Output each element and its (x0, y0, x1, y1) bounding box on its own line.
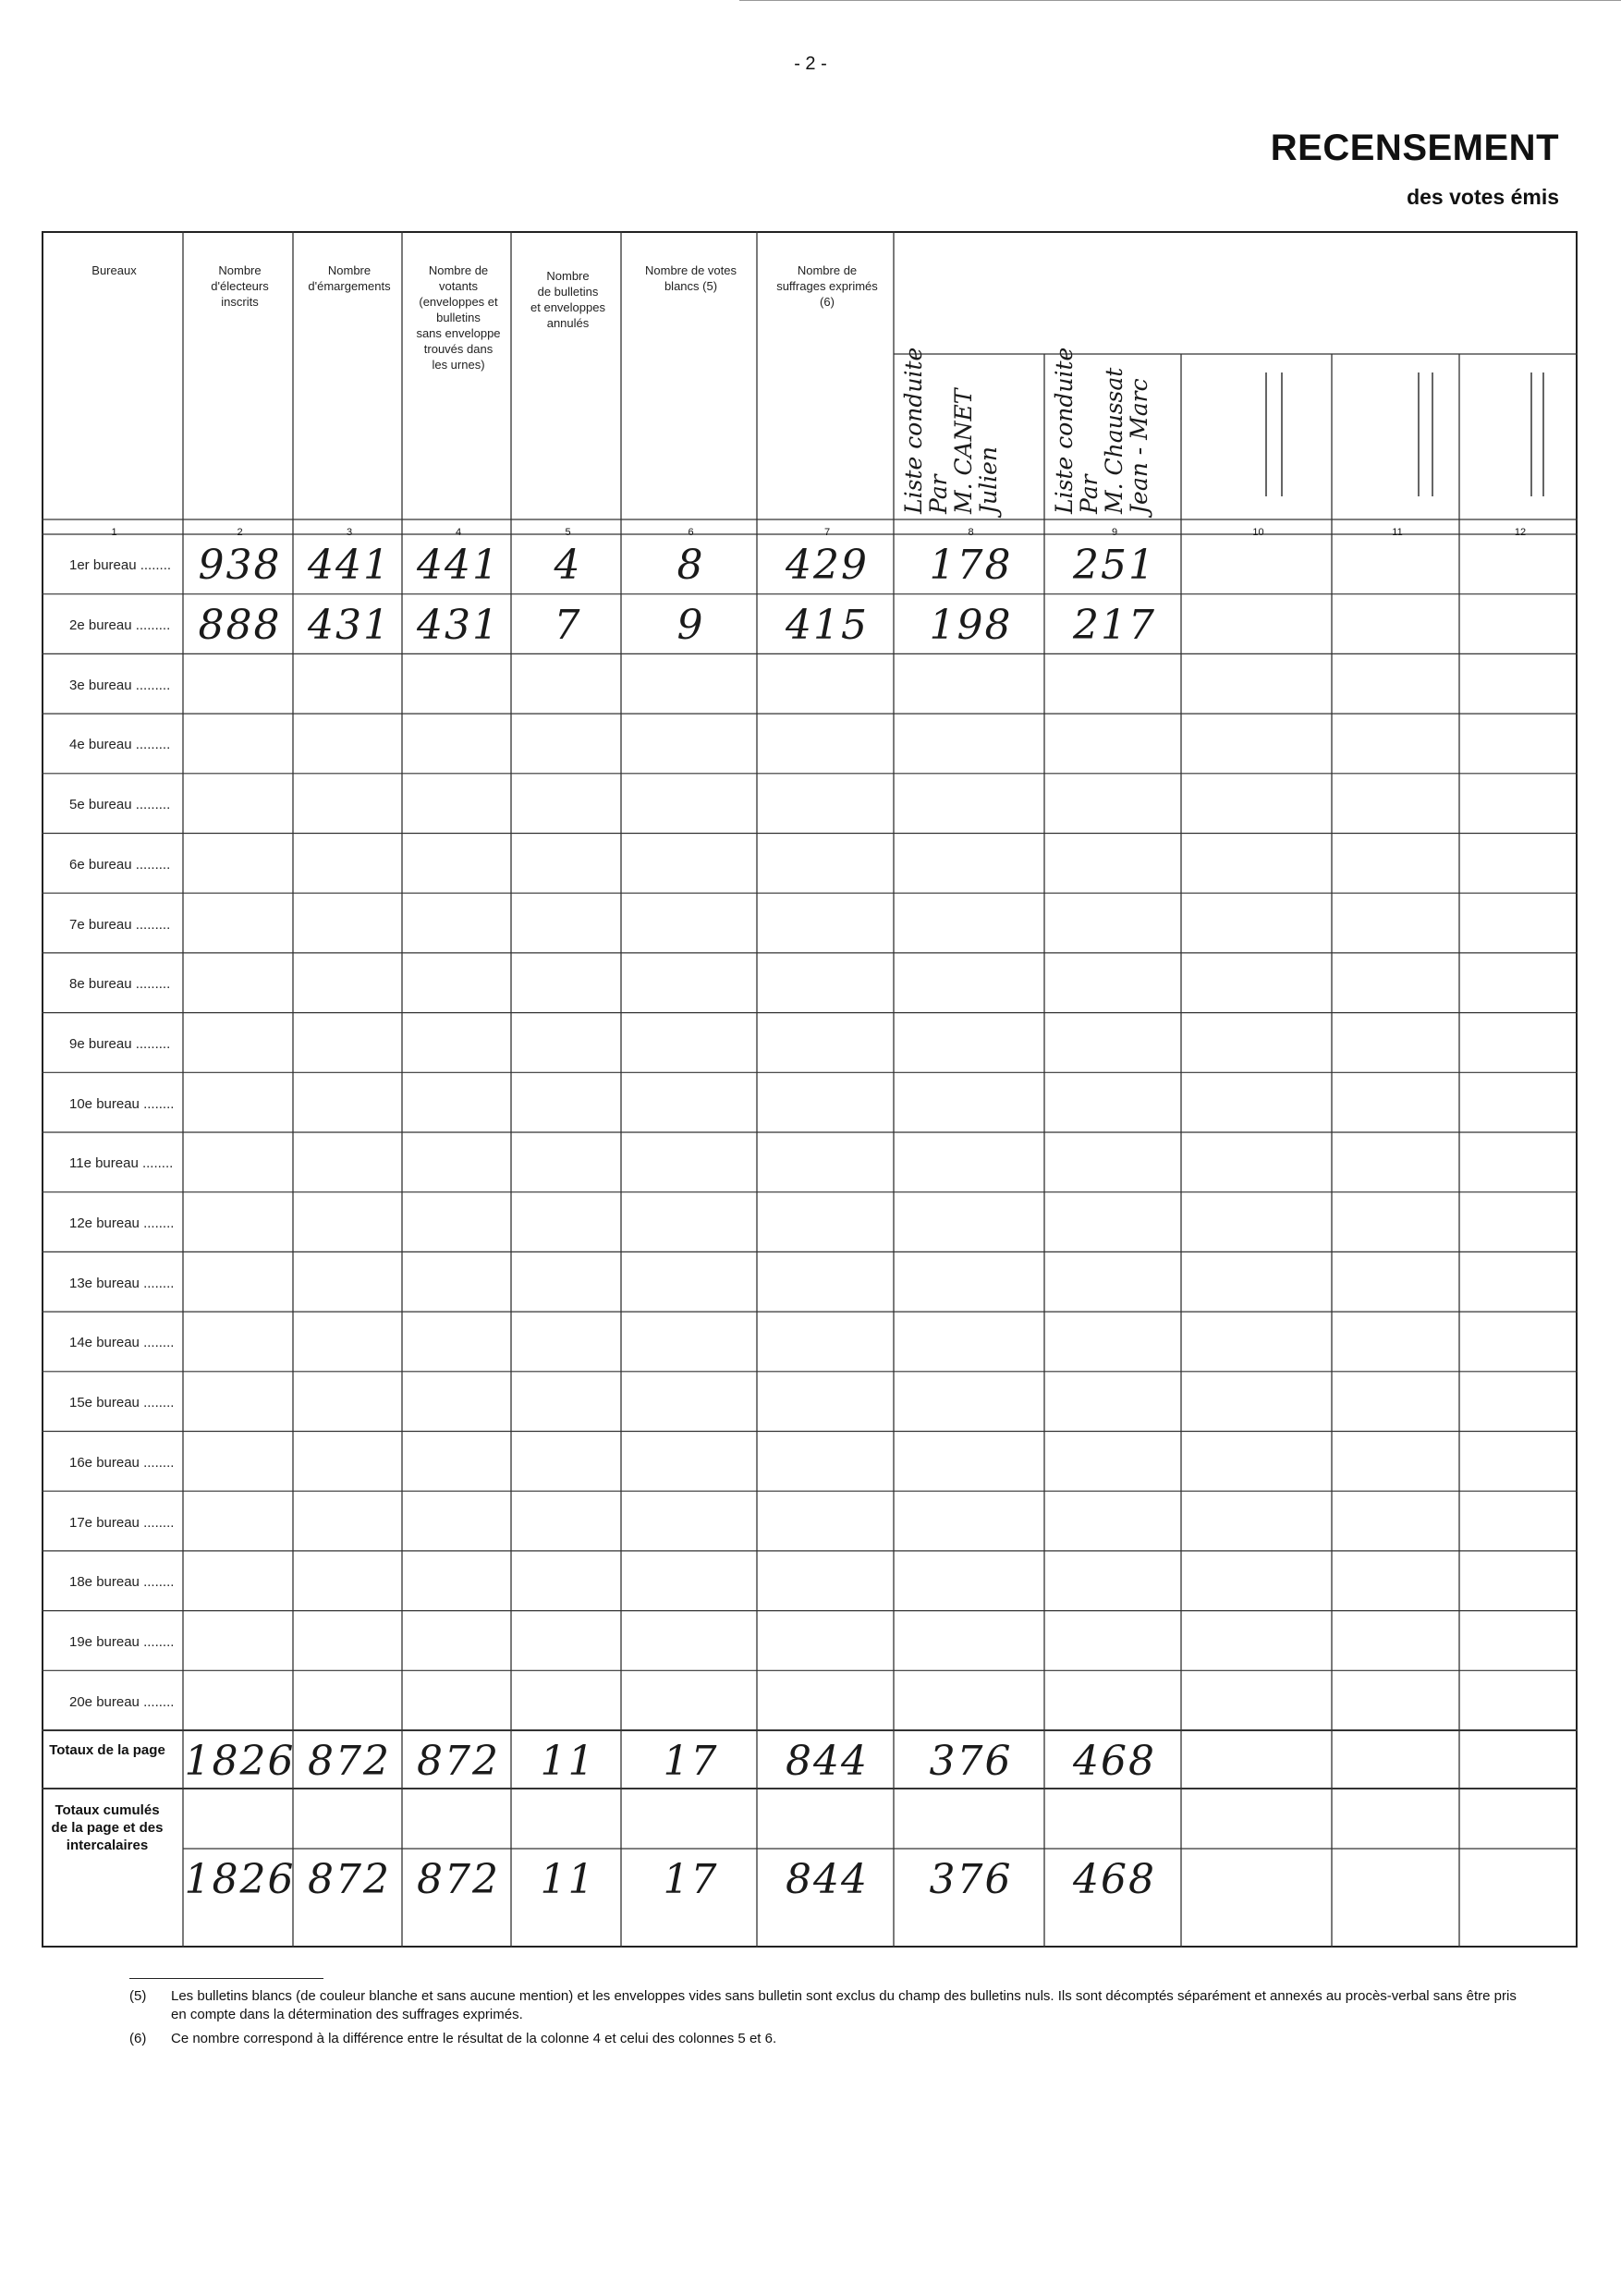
header-votants (404, 263, 513, 372)
page-title: RECENSEMENT (1270, 128, 1559, 168)
handwritten-value: 217 (1073, 601, 1156, 649)
header-line: les urnes) (432, 358, 485, 372)
column-number: 5 (565, 527, 571, 538)
handwritten-value: 251 (1073, 542, 1156, 589)
column-number: 10 (1252, 527, 1264, 538)
totals-cumulative-value: 11 (540, 1856, 596, 1903)
candidate-line: M. Chaussat (1101, 367, 1127, 514)
header-line: Nombre (546, 269, 590, 283)
handwritten-value: 4 (554, 542, 582, 589)
column-number: 1 (111, 527, 117, 538)
row-label: 13e bureau ........ (69, 1275, 175, 1291)
handwritten-value: 415 (786, 601, 869, 649)
footnote-text: Ce nombre correspond à la différence entre le résultat de la colonne 4 et celui des colonnes 5 et 6. (171, 2031, 777, 2046)
totals-page-value: 1826 (184, 1738, 296, 1785)
totals-cumulative-value: 1826 (184, 1856, 296, 1903)
row-label: 7e bureau ......... (69, 916, 171, 933)
header-line: Nombre de (797, 263, 858, 277)
header-line: sans enveloppe (416, 326, 501, 340)
totals-cumulative-value: 376 (929, 1856, 1013, 1903)
row-label: 17e bureau ........ (69, 1514, 175, 1531)
column-number: 2 (237, 527, 243, 538)
header-line: suffrages exprimés (776, 279, 878, 293)
totals-page-value: 872 (308, 1738, 391, 1785)
row-label: 4e bureau ......... (69, 737, 171, 753)
page-number: - 2 - (794, 54, 827, 74)
row-label: 20e bureau ........ (69, 1693, 175, 1710)
header-line: votants (439, 279, 478, 293)
totals-page-value: 11 (540, 1738, 596, 1785)
handwritten-value: 441 (417, 542, 500, 589)
header-inscrits (185, 263, 295, 310)
row-label: 3e bureau ......... (69, 677, 171, 693)
totals-page-value: 376 (929, 1738, 1013, 1785)
row-label: 1er bureau ........ (69, 557, 172, 574)
results-table (42, 231, 1578, 1948)
totals-cumulative-value: 872 (308, 1856, 391, 1903)
column-number: 4 (455, 527, 462, 538)
top-border-line (739, 0, 1621, 1)
footnote-key: (5) (129, 1988, 147, 2004)
column-number: 6 (688, 527, 694, 538)
totals-page-value: 872 (417, 1738, 500, 1785)
row-label: 12e bureau ........ (69, 1215, 175, 1232)
totals-page-value: 844 (786, 1738, 869, 1785)
header-line: (6) (820, 295, 835, 309)
candidate-line: Jean - Marc (1126, 378, 1152, 514)
row-label: 11e bureau ........ (69, 1155, 174, 1172)
totals-cumulative-value: 468 (1073, 1856, 1156, 1903)
handwritten-value: 431 (308, 601, 391, 649)
header-line: Nombre de votes (645, 263, 737, 277)
footnote (129, 2030, 1525, 2048)
candidate-line: Liste conduite (900, 347, 927, 514)
row-label: 6e bureau ......... (69, 856, 171, 873)
row-label: 18e bureau ........ (69, 1574, 175, 1591)
footnote-text: Les bulletins blancs (de couleur blanche et sans aucune mention) et les enveloppes vides sans bulletin sont exclus du champ des bulletins nuls. Ils sont décomptés séparément et annexés au procès-verbal sans être pris en compte dans la détermination des suffrages exprimés. (171, 1988, 1517, 2022)
footnote-separator (129, 1978, 323, 1979)
header-line: (enveloppes et (419, 295, 498, 309)
handwritten-value: 9 (676, 601, 705, 649)
column-number: 3 (346, 527, 353, 538)
row-label: 15e bureau ........ (69, 1395, 175, 1411)
column-number: 7 (823, 527, 831, 538)
column-number: 9 (1111, 527, 1118, 538)
handwritten-value: 431 (417, 601, 500, 649)
header-line: d'émargements (308, 279, 391, 293)
candidate-list-name (1052, 246, 1152, 514)
footnote (129, 1987, 1525, 2024)
row-label: 2e bureau ......... (69, 617, 171, 634)
header-line: trouvés dans (423, 342, 494, 356)
table-gridlines (42, 231, 1578, 1948)
footnote-key: (6) (129, 2031, 147, 2046)
totals-cumulative-value: 17 (663, 1856, 719, 1903)
handwritten-value: 178 (929, 542, 1013, 589)
row-label: 14e bureau ........ (69, 1335, 175, 1351)
handwritten-value: 198 (929, 601, 1013, 649)
row-label: 19e bureau ........ (69, 1633, 175, 1650)
header-bureaux: Bureaux (91, 263, 137, 277)
handwritten-value: 441 (308, 542, 391, 589)
totals-cumulative-value: 872 (417, 1856, 500, 1903)
column-number: 11 (1392, 527, 1403, 538)
header-line: Nombre (327, 263, 372, 277)
candidate-line: Par (925, 474, 952, 514)
handwritten-value: 8 (676, 542, 705, 589)
header-blancs (623, 263, 759, 294)
totals-page-label: Totaux de la page (49, 1742, 165, 1758)
candidate-line: Liste conduite (1051, 347, 1078, 514)
totals-page-value: 17 (663, 1738, 719, 1785)
header-line: inscrits (221, 295, 259, 309)
header-line: Nombre de (428, 263, 489, 277)
header-exprimes (759, 263, 896, 310)
row-label: 9e bureau ......... (69, 1035, 171, 1052)
header-emargements (295, 263, 404, 294)
handwritten-value: 429 (786, 542, 869, 589)
header-line: Nombre (218, 263, 262, 277)
header-line: bulletins (436, 311, 481, 324)
page-subtitle: des votes émis (1407, 185, 1559, 209)
row-label: 16e bureau ........ (69, 1454, 175, 1471)
totals-cumulative-value: 844 (786, 1856, 869, 1903)
column-number: 12 (1514, 527, 1527, 538)
column-number: 8 (968, 527, 974, 538)
row-label: 5e bureau ......... (69, 797, 171, 813)
candidate-line: Julien (975, 446, 1002, 514)
header-line: de bulletins (537, 285, 599, 299)
header-line: annulés (546, 316, 590, 330)
header-annules (513, 268, 623, 331)
totals-page-value: 468 (1073, 1738, 1156, 1785)
header-line: et enveloppes (530, 300, 605, 314)
row-label: 8e bureau ......... (69, 976, 171, 993)
row-label: 10e bureau ........ (69, 1095, 175, 1112)
totals-cumulative-label: Totaux cumulés de la page et des intercalaires (51, 1802, 164, 1853)
header-line: blancs (5) (664, 279, 718, 293)
handwritten-value: 938 (198, 542, 282, 589)
candidate-list-name (901, 246, 1001, 514)
candidate-line: Par (1076, 474, 1103, 514)
handwritten-value: 888 (198, 601, 282, 649)
candidate-line: M. CANET (950, 388, 977, 514)
handwritten-value: 7 (554, 601, 582, 649)
header-line: d'électeurs (211, 279, 269, 293)
